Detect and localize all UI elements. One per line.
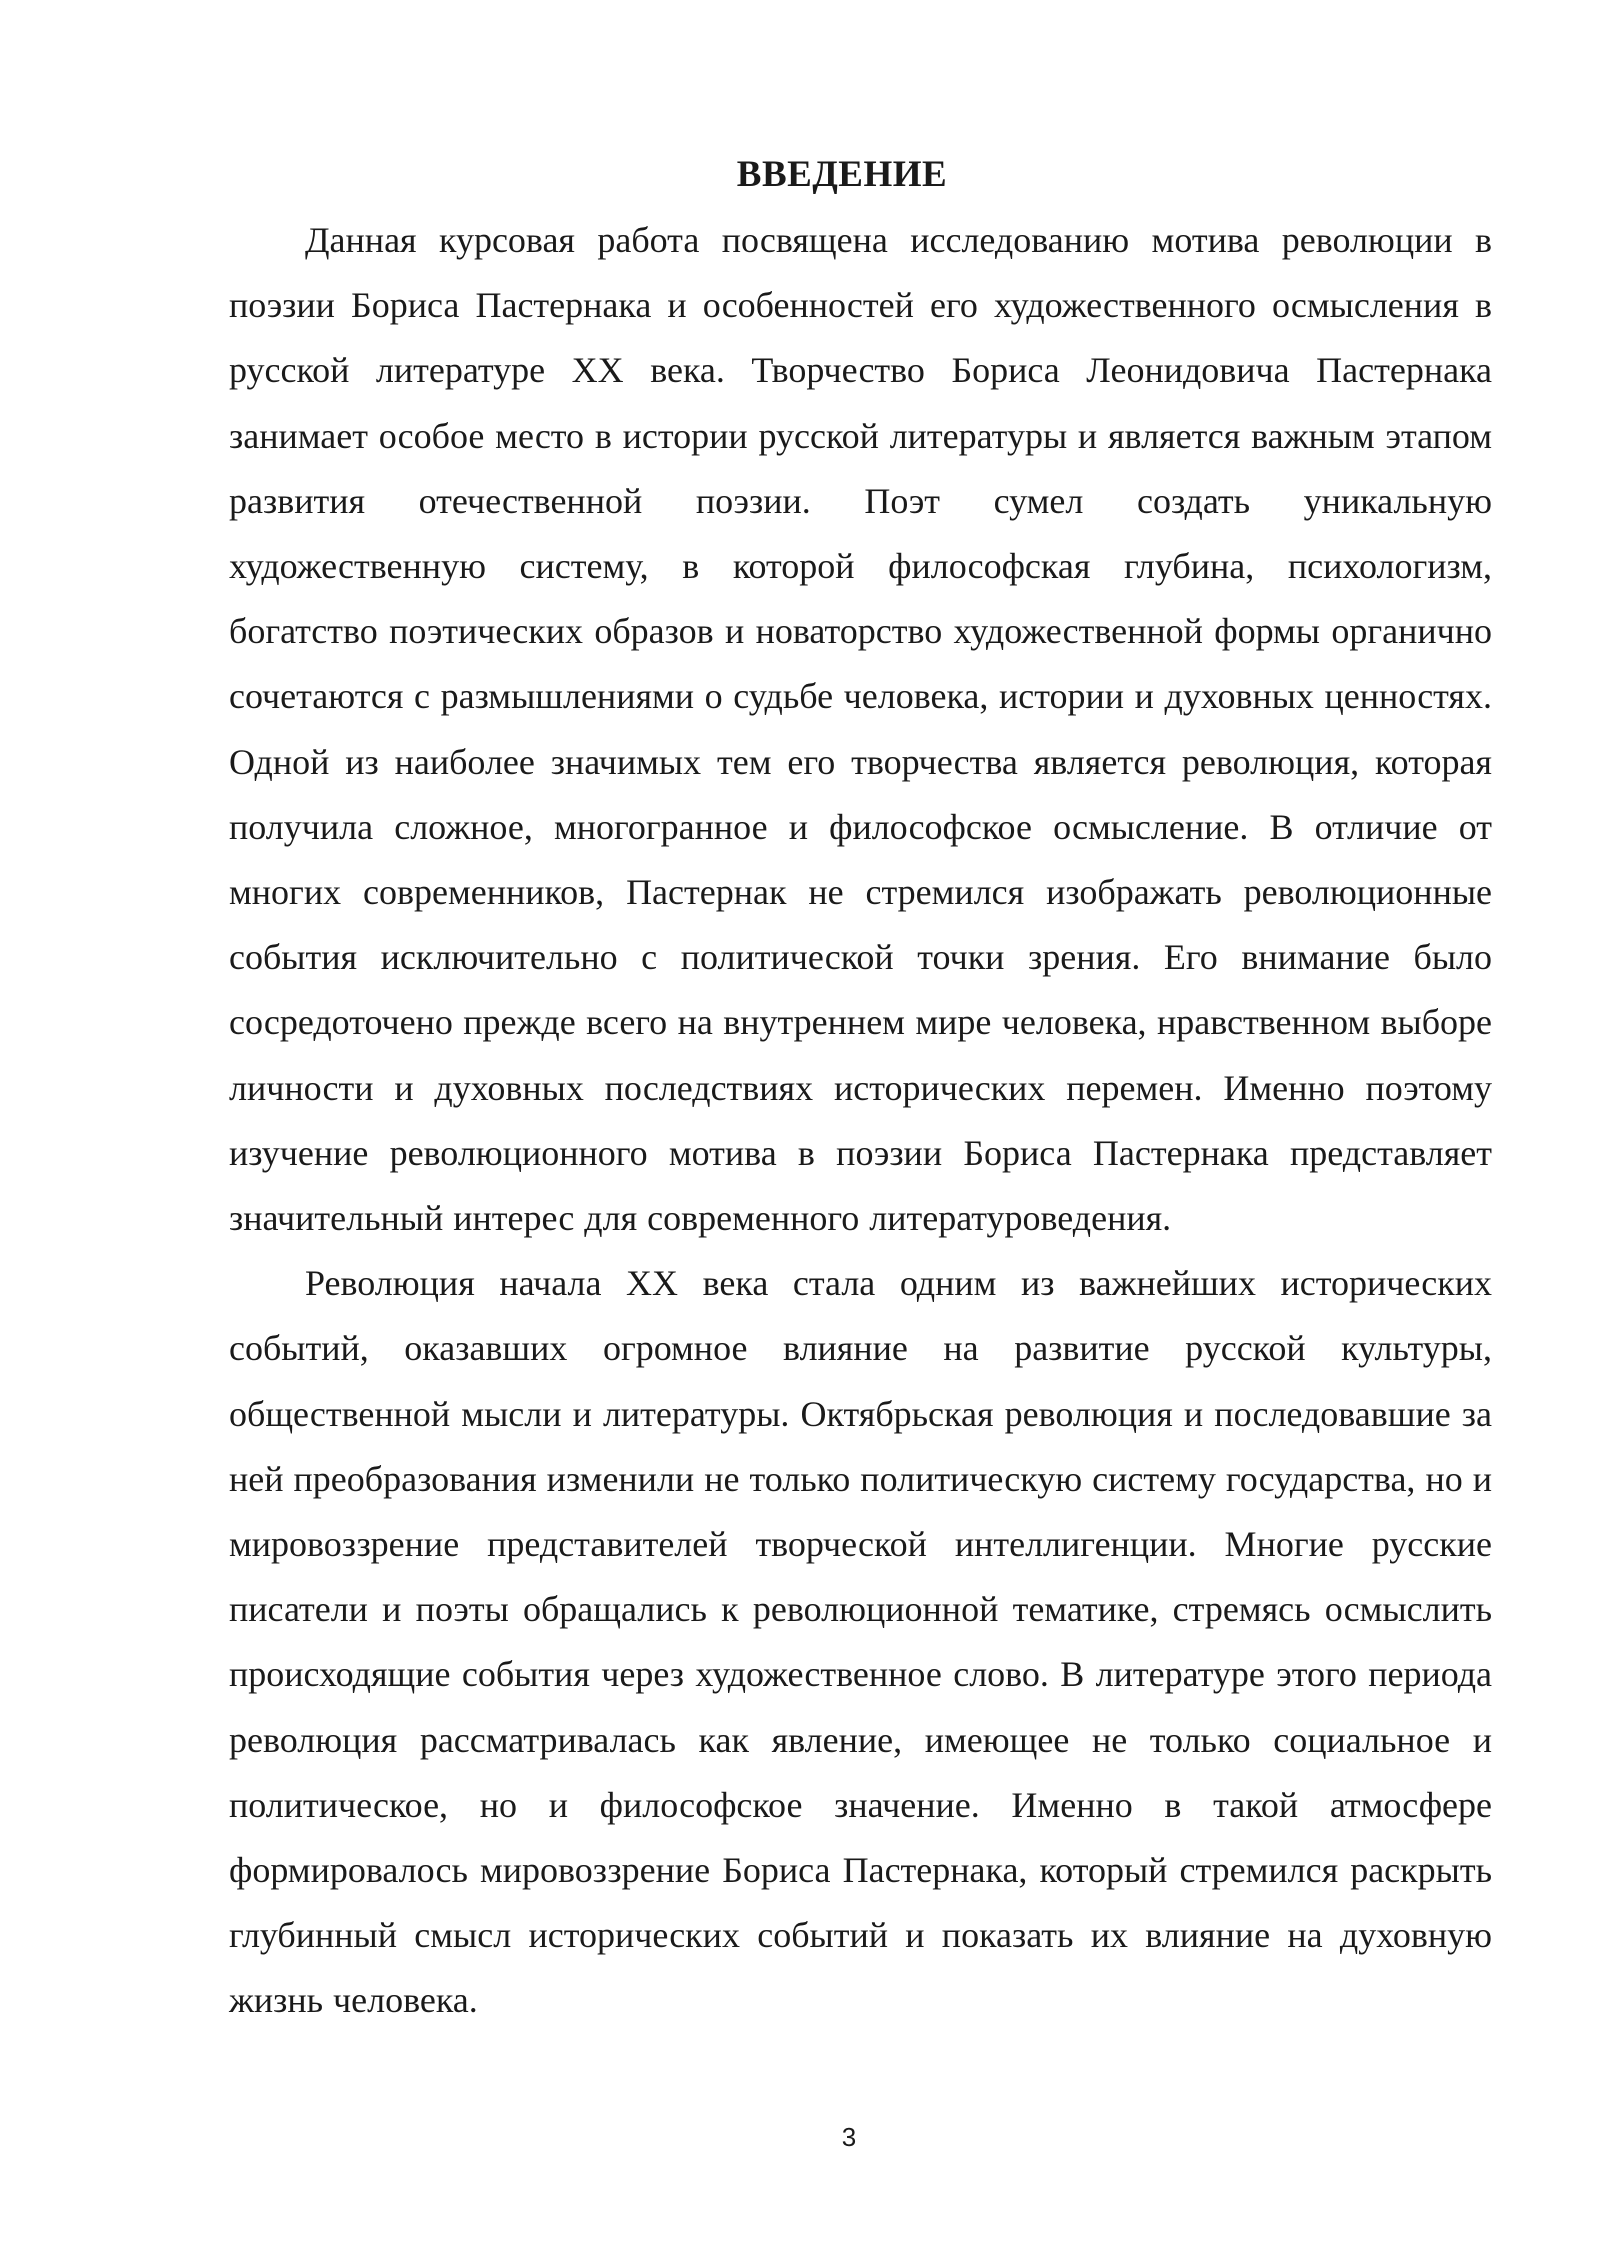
body-text [229,208,1492,2034]
paragraph-revolution-context: Революция начала XX века стала одним из важнейших исторических событий, оказавших огромное влияние на развитие русской культуры, общественной мысли и литературы. Октябрьская революция и последовавшие за ней преобразования изменили не только политическую систему государства, но и мировоззрение представителей творческой интеллигенции. Многие русские писатели и поэты обращались к революционной тематике, стремясь осмыслить происходящие события через художественное слово. В литературе этого периода революция рассматривалась как явление, имеющее не только социальное и политическое, но и философское значение. Именно в такой атмосфере формировалось мировоззрение Бориса Пастернака, который стремился раскрыть глубинный смысл исторических событий и показать их влияние на духовную жизнь человека. [229,1263,1492,2021]
page-number: 3 [841,2122,857,2152]
page-title: ВВЕДЕНИЕ [736,154,948,195]
paragraph-introduction: Данная курсовая работа посвящена исследованию мотива революции в поэзии Бориса Пастернака и особенностей его художественного осмысления в русской литературе XX века. Творчество Бориса Леонидовича Пастернака занимает особое место в истории русской литературы и является важным этапом развития отечественной поэзии. Поэт сумел создать уникальную художественную систему, в которой философская глубина, психологизм, богатство поэтических образов и новаторство художественной формы органично сочетаются с размышлениями о судьбе человека, истории и духовных ценностях. Одной из наиболее значимых тем его творчества является революция, которая получила сложное, многогранное и философское осмысление. В отличие от многих современников, Пастернак не стремился изображать революционные события исключительно с политической точки зрения. Его внимание было сосредоточено прежде всего на внутреннем мире человека, нравственном выборе личности и духовных последствиях исторических перемен. Именно поэтому изучение революционного мотива в поэзии Бориса Пастернака представляет значительный интерес для современного литературоведения. [229,220,1492,1239]
